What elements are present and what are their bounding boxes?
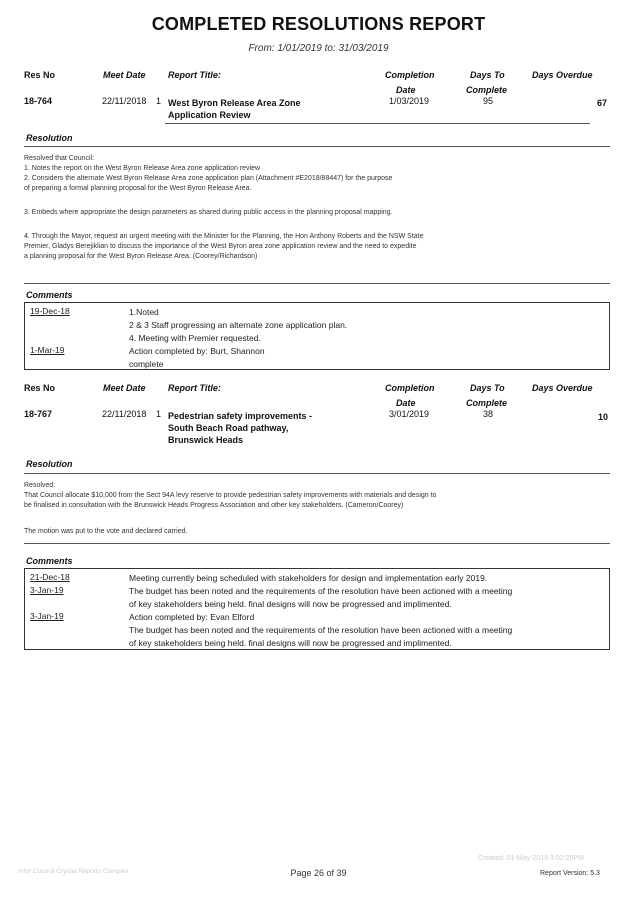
comment-text: Action completed by: Evan Elford The budget has been noted and the requirements of the resolution have been actioned with a meeting of key stakeholders being held. final designs will now be progressed and implimented. — [129, 612, 513, 648]
days-overdue: 10 — [598, 412, 609, 422]
col-meet-date: Meet Date — [103, 70, 146, 80]
col-days-overdue: Days Overdue — [532, 70, 593, 80]
col-report-title: Report Title: — [168, 383, 221, 393]
comment-date: 3-Jan-19 — [30, 585, 64, 595]
comments-box — [24, 302, 610, 370]
col-days-overdue: Days Overdue — [532, 383, 593, 393]
divider — [24, 146, 610, 147]
col-days-to: Days To — [470, 70, 505, 80]
resolution-text: Resolved that Council: 1. Notes the report on the West Byron Release Area zone application review 2. Considers the alternate West Byron Release Area zone application plan (Attachment #E2018/88447) for the purpose of preparing a formal planning proposal for the West Byron Release Area. 3. Embeds where appropriate the design parameters as shared during public access in the planning proposal mapping. 4. Through the Mayor, request an urgent meeting with the Minister for the Planning, the Hon Anthony Roberts and the NSW State Premier, Gladys Berejiklian to discuss the importance of the West Byron area zone application review and the need to expedite a planning proposal for the West Byron Release Area. (Coorey/Richardson) — [24, 155, 424, 260]
col-days-to: Days To — [470, 383, 505, 393]
col-days-complete: Complete — [466, 85, 508, 95]
col-res-no: Res No — [24, 383, 56, 393]
divider — [24, 543, 610, 544]
comment-date: 19-Dec-18 — [30, 306, 70, 316]
comment-text: 1.Noted 2 & 3 Staff progressing an alternate zone application plan. 4. Meeting with Premier requested. — [129, 307, 348, 343]
report-title-text: West Byron Release Area Zone Application Review — [168, 98, 301, 120]
col-days-complete: Complete — [466, 398, 508, 408]
comment-date: 3-Jan-19 — [30, 611, 64, 621]
item-no: 1 — [156, 96, 162, 106]
res-no: 18-764 — [24, 96, 53, 106]
resolution-label: Resolution — [26, 133, 73, 143]
resolution-text: Resolved: That Council allocate $10,000 from the Sect 94A levy reserve to provide pedestrian safety improvements with materials and design to be finalised in consultation with the Brunswick Heads Progress Association and other key stakeholders. (Cameron/Coorey) The motion was put to the vote and declared carried. — [24, 482, 437, 535]
divider — [165, 123, 590, 124]
days-to-complete: 38 — [483, 409, 494, 419]
meet-date: 22/11/2018 — [102, 409, 147, 419]
comment-text: Action completed by: Burt, Shannon complete — [129, 346, 265, 369]
report-version: Report Version: 5.3 — [540, 870, 600, 877]
comment-text: Meeting currently being scheduled with stakeholders for design and implementation early 2019. — [129, 573, 488, 583]
col-meet-date: Meet Date — [103, 383, 146, 393]
comments-label: Comments — [26, 290, 73, 300]
footer-created: Created: 01-May-2019 3:02:26PM — [478, 855, 584, 862]
res-no: 18-767 — [24, 409, 53, 419]
divider — [24, 473, 610, 474]
col-completion-date: Date — [396, 85, 416, 95]
days-overdue: 67 — [597, 98, 608, 108]
comments-box — [24, 568, 610, 650]
completion-date: 1/03/2019 — [389, 96, 430, 106]
comment-text: The budget has been noted and the requirements of the resolution have been actioned with a meeting of key stakeholders being held. final designs will now be progressed and implimented. — [129, 586, 513, 609]
page-number: Page 26 of 39 — [290, 868, 347, 878]
col-report-title: Report Title: — [168, 70, 221, 80]
report-date-range: From: 1/01/2019 to: 31/03/2019 — [248, 43, 389, 54]
comment-date: 21-Dec-18 — [30, 572, 70, 582]
completion-date: 3/01/2019 — [389, 409, 430, 419]
report-title: COMPLETED RESOLUTIONS REPORT — [151, 14, 486, 34]
col-res-no: Res No — [24, 70, 56, 80]
col-completion: Completion — [385, 383, 435, 393]
report-title-text: Pedestrian safety improvements - South Beach Road pathway, Brunswick Heads — [168, 411, 313, 445]
comment-date: 1-Mar-19 — [30, 345, 65, 355]
comments-label: Comments — [26, 556, 73, 566]
resolution-label: Resolution — [26, 459, 73, 469]
days-to-complete: 95 — [483, 96, 494, 106]
meet-date: 22/11/2018 — [102, 96, 147, 106]
footer-source: Infor Council Crystal Reports Complex — [18, 868, 129, 875]
item-no: 1 — [156, 409, 162, 419]
divider — [24, 283, 610, 284]
col-completion-date: Date — [396, 398, 416, 408]
col-completion: Completion — [385, 70, 435, 80]
